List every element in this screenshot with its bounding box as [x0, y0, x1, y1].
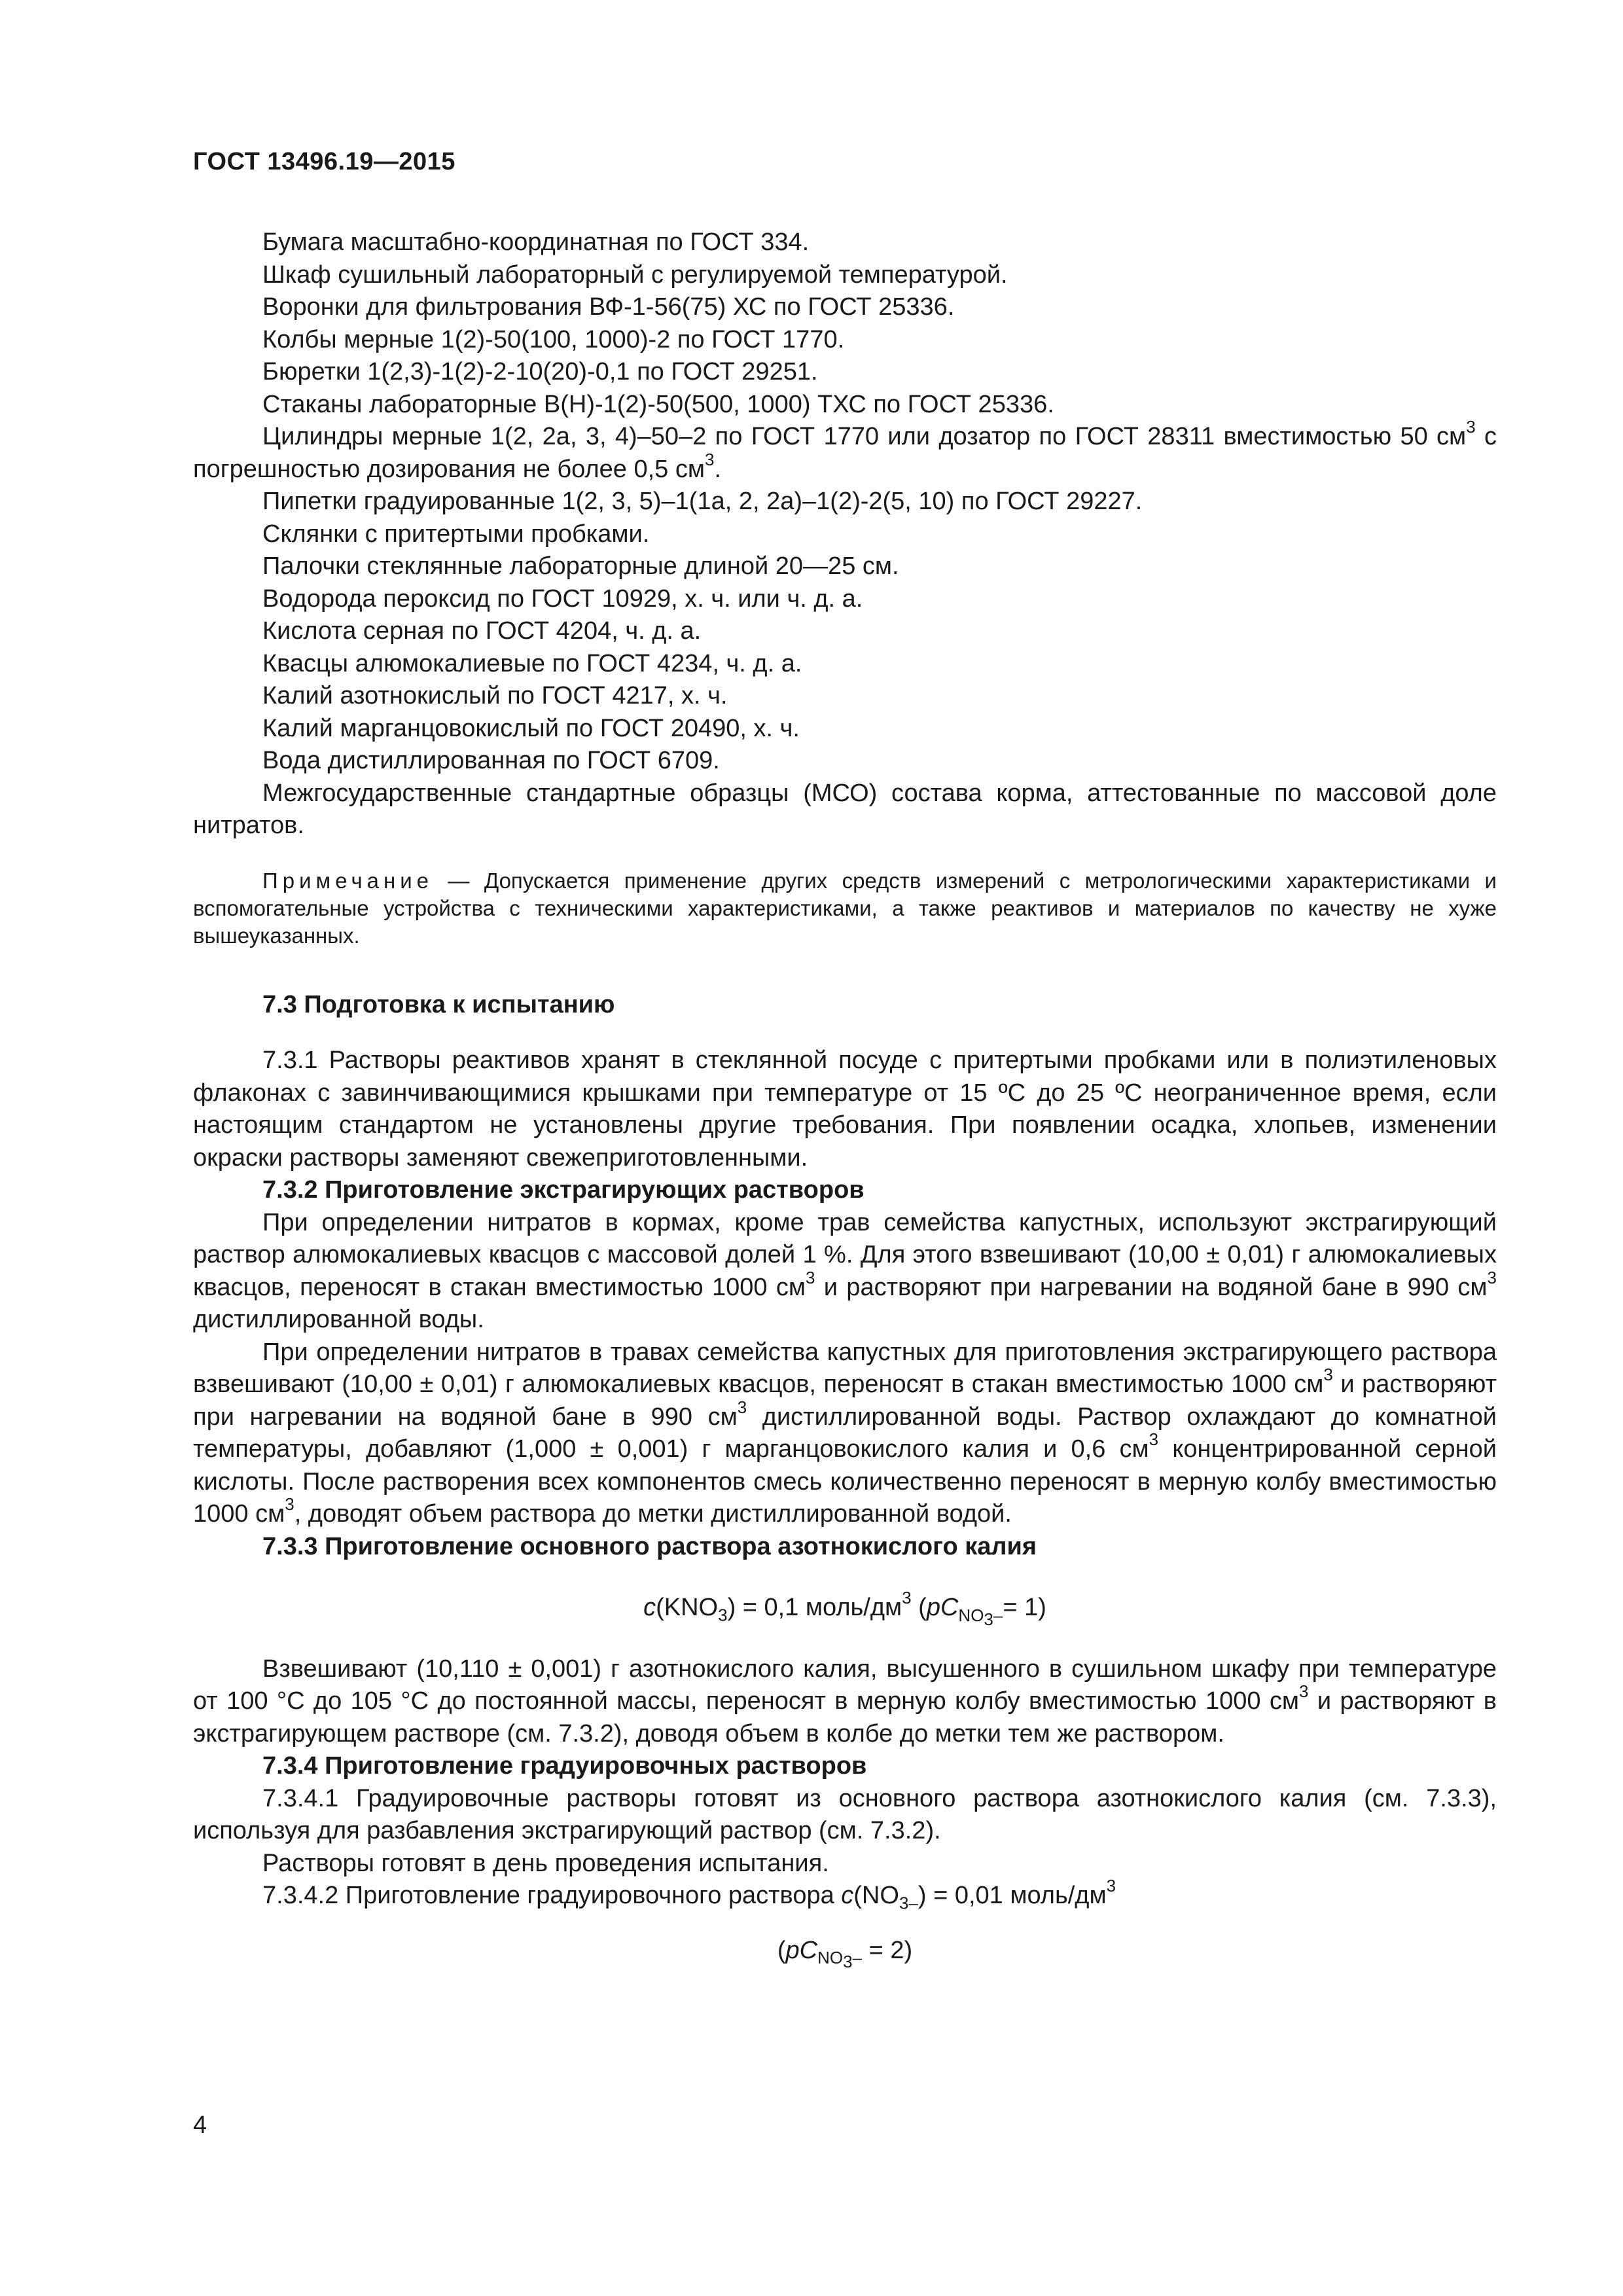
note-label: Примечание — [262, 868, 434, 893]
equipment-item: Калий азотнокислый по ГОСТ 4217, х. ч. — [262, 682, 728, 709]
document-header: ГОСТ 13496.19—2015 — [193, 148, 455, 175]
equipment-item: Колбы мерные 1(2)-50(100, 1000)-2 по ГОСТ 1770. — [262, 325, 845, 353]
paragraph-7-3-2-b: При определении нитратов в травах семейства капустных для приготовления экстрагирующего раствора взвешивают (10,00 ± 0,01) г алюмокалиевых квасцов, переносят в стакан вместимостью 1000 $см^3$ и растворяют при нагревании на водяной бане в 990 $см^3$ дистиллированной воды. Раствор охлаждают до комнатной температуры, добавляют (1,000 ± 0,001) г марганцовокислого калия и 0,6 $см^3$ концентрированной серной кислоты. После растворения всех компонентов смесь количественно переносят в мерную колбу вместимостью 1000 $см^3$, доводят объем раствора до метки дистиллированной водой. — [193, 1338, 1497, 1528]
equipment-item: Квасцы алюмокалиевые по ГОСТ 4234, ч. д. а. — [262, 649, 802, 677]
equipment-item: Водорода пероксид по ГОСТ 10929, х. ч. или ч. д. а. — [262, 584, 863, 613]
note-paragraph: Примечание — Допускается применение других средств измерений с метрологическими характеристиками и вспомогательные устройства с техническими характеристиками, а также реактивов и материалов по качеству не хуже вышеуказанных. — [193, 868, 1497, 948]
equipment-item: Воронки для фильтрования ВФ-1-56(75) ХС по ГОСТ 25336. — [262, 293, 955, 321]
paragraph-7-3-1: 7.3.1 Растворы реактивов хранят в стеклянной посуде с притертыми пробками или в полиэтиленовых флаконах с завинчивающимися крышками при температуре от 15 ºС до 25 ºС неограниченное время, если настоящим стандартом не установлены другие требования. При появлении осадка, хлопьев, изменении окраски растворы заменяют свежеприготовленными. — [193, 1047, 1497, 1172]
section-heading-7-3-3: 7.3.3 Приготовление основного раствора азотнокислого калия — [262, 1532, 1037, 1560]
section-heading-7-3-2: 7.3.2 Приготовление экстрагирующих растворов — [262, 1176, 865, 1204]
page-number: 4 — [193, 2111, 207, 2139]
equipment-item: Вода дистиллированная по ГОСТ 6709. — [262, 747, 720, 774]
equipment-item: Склянки с притертыми пробками. — [262, 520, 650, 548]
paragraph-7-3-4-1b: Растворы готовят в день проведения испытания. — [262, 1849, 829, 1877]
equipment-item: Бумага масштабно-координатная по ГОСТ 334. — [262, 228, 810, 256]
document-body — [193, 226, 1497, 1972]
paragraph-7-3-4-1: 7.3.4.1 Градуировочные растворы готовят из основного раствора азотнокислого калия (см. 7.3.3), используя для разбавления экстрагирующий раствор (см. 7.3.2). — [193, 1784, 1497, 1844]
paragraph-7-3-2-a: При определении нитратов в кормах, кроме трав семейства капустных, используют экстрагирующий раствор алюмокалиевых квасцов с массовой долей 1 %. Для этого взвешивают (10,00 ± 0,01) г алюмокалиевых квасцов, переносят в стакан вместимостью 1000 $см^3$ и растворяют при нагревании на водяной бане в 990 $см^3$ дистиллированной воды. — [193, 1208, 1497, 1333]
equipment-item: Шкаф сушильный лабораторный с регулируемой температурой. — [262, 260, 1008, 289]
equipment-item: Калий марганцовокислый по ГОСТ 20490, х. ч. — [262, 714, 800, 742]
equipment-item: Межгосударственные стандартные образцы (МСО) состава корма, аттестованные по массовой доле нитратов. — [193, 779, 1497, 839]
equipment-item: Палочки стеклянные лабораторные длиной 20—25 см. — [262, 552, 899, 580]
paragraph-7-3-4-2: 7.3.4.2 Приготовление градуировочного раствора $c(NO_{3-}) = 0,01$ моль/$дм^3$ — [262, 1876, 1116, 1913]
paragraph-7-3-3: Взвешивают (10,110 ± 0,001) г азотнокислого калия, высушенного в сушильном шкафу при температуре от 100 °С до 105 °С до постоянной массы, переносят в мерную колбу вместимостью 1000 $см^3$ и растворяют в экстрагирующем растворе (см. 7.3.2), доводя объем в колбе до метки тем же раствором. — [193, 1655, 1497, 1748]
equipment-item-cylinders: Цилиндры мерные 1(2, 2а, 3, 4)–50–2 по ГОСТ 1770 или дозатор по ГОСТ 28311 вместимостью 50 $см^3$ с погрешностью дозирования не более 0,5 $см^3$. — [193, 417, 1497, 483]
equipment-item: Бюретки 1(2,3)-1(2)-2-10(20)-0,1 по ГОСТ 29251. — [262, 358, 818, 386]
section-heading-7-3: 7.3 Подготовка к испытанию — [262, 990, 615, 1018]
formula-pc2: $(pC_{NO_3-} = 2)$ — [777, 1936, 913, 1972]
equipment-item: Стаканы лабораторные В(Н)-1(2)-50(500, 1000) ТХС по ГОСТ 25336. — [262, 390, 1054, 418]
equipment-item: Пипетки градуированные 1(2, 3, 5)–1(1а, 2, 2а)–1(2)-2(5, 10) по ГОСТ 29227. — [262, 488, 1143, 515]
equipment-item: Кислота серная по ГОСТ 4204, ч. д. а. — [262, 617, 702, 645]
section-heading-7-3-4: 7.3.4 Приготовление градуировочных растворов — [262, 1752, 867, 1780]
formula-kno3: $c(KNO_3) = 0,1$ моль/$дм^3$ $(pC_{NO_3-}= 1)$ — [643, 1588, 1046, 1629]
